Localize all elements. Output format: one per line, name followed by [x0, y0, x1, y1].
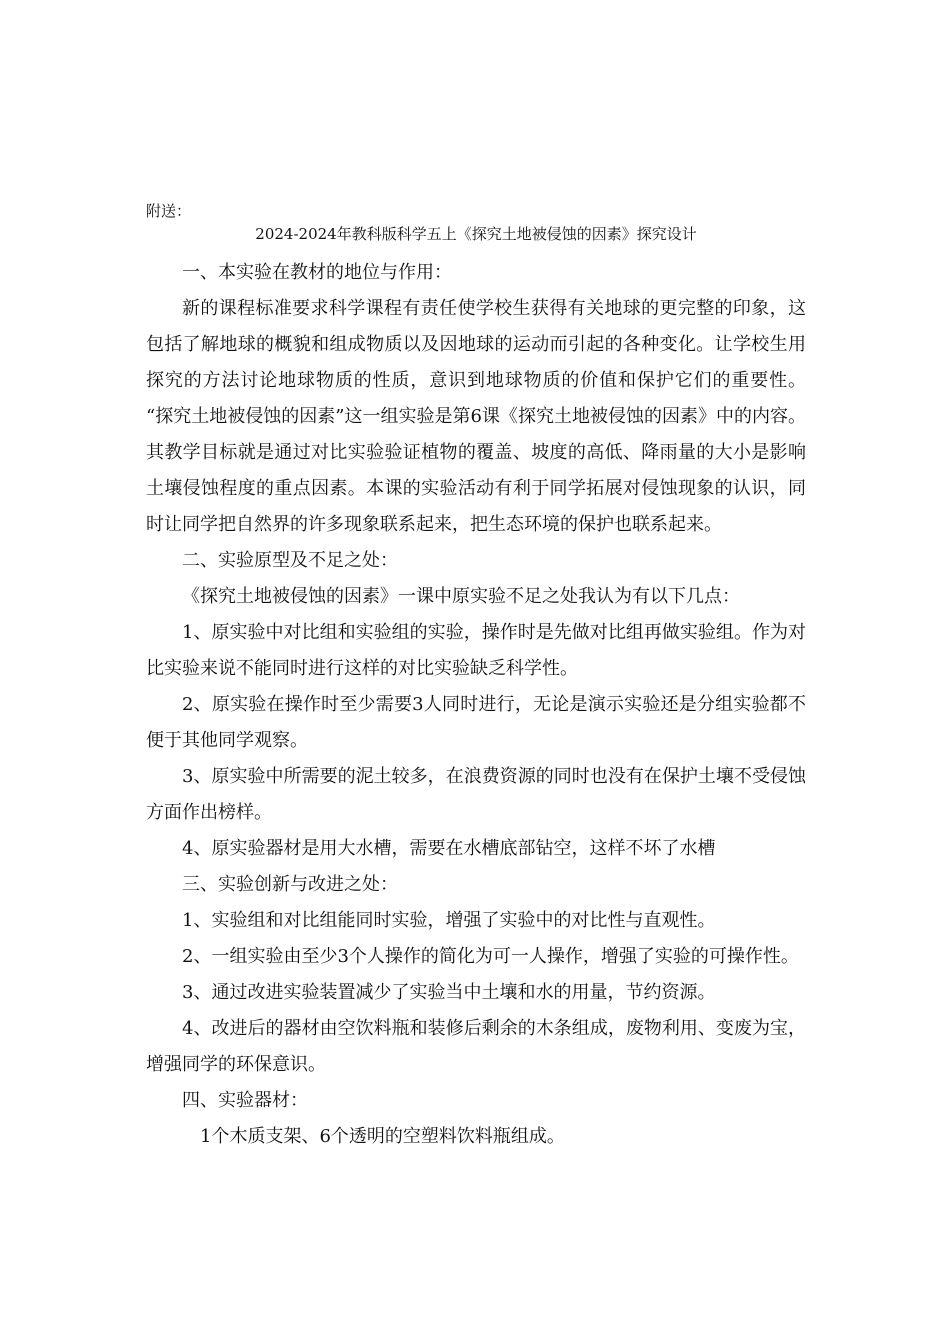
section-2-item-2: 2、原实验在操作时至少需要3人同时进行，无论是演示实验还是分组实验都不便于其他同学观察。 — [146, 694, 806, 751]
section-1-paragraph: 新的课程标准要求科学课程有责任使学校生获得有关地球的更完整的印象，这包括了解地球的概貌和组成物质以及因地球的运动而引起的各种变化。让学校生用探究的方法讨论地球物质的性质，意识到地球物质的价值和保护它们的重要性。 “探究土地被侵蚀的因素”这一组实验是第6课《探究土地被侵蚀的因素》中的内容。其教学目标就是通过对比实验验证植物的覆盖、坡度的高低、降雨量的大小是影响土壤侵蚀程度的重点因素。本课的实验活动有利于同学拓展对侵蚀现象的认识，同时让同学把自然界的许多现象联系起来，把生态环境的保护也联系起来。 — [146, 298, 806, 535]
section-2-item-1: 1、原实验中对比组和实验组的实验，操作时是先做对比组再做实验组。作为对比实验来说不能同时进行这样的对比实验缺乏科学性。 — [146, 622, 806, 679]
attachment-prefix: 附送： — [146, 202, 192, 220]
section-2-intro: 《探究土地被侵蚀的因素》一课中原实验不足之处我认为有以下几点： — [182, 586, 740, 607]
section-3-item-1: 1、实验组和对比组能同时实验，增强了实验中的对比性与直观性。 — [182, 910, 716, 931]
section-2-item-3: 3、原实验中所需要的泥土较多，在浪费资源的同时也没有在保护土壤不受侵蚀方面作出榜样。 — [146, 766, 806, 823]
section-2-item-4: 4、原实验器材是用大水槽，需要在水槽底部钻空，这样不坏了水槽 — [182, 838, 716, 859]
document-body — [146, 201, 806, 1155]
section-4-paragraph: 1个木质支架、6个透明的空塑料饮料瓶组成。 — [200, 1126, 565, 1147]
document-title: 2024-2024年教科版科学五上《探究土地被侵蚀的因素》探究设计 — [255, 225, 697, 243]
section-3-item-3: 3、通过改进实验装置减少了实验当中土壤和水的用量，节约资源。 — [182, 982, 716, 1003]
section-heading-4: 四、实验器材： — [182, 1090, 308, 1111]
section-heading-2: 二、实验原型及不足之处： — [182, 550, 398, 571]
section-3-item-4: 4、改进后的器材由空饮料瓶和装修后剩余的木条组成，废物利用、变废为宝，增强同学的环保意识。 — [146, 1018, 806, 1075]
section-heading-1: 一、本实验在教材的地位与作用： — [182, 262, 452, 283]
section-3-item-2: 2、一组实验由至少3个人操作的简化为可一人操作，增强了实验的可操作性。 — [182, 946, 799, 967]
section-heading-3: 三、实验创新与改进之处： — [182, 874, 398, 895]
